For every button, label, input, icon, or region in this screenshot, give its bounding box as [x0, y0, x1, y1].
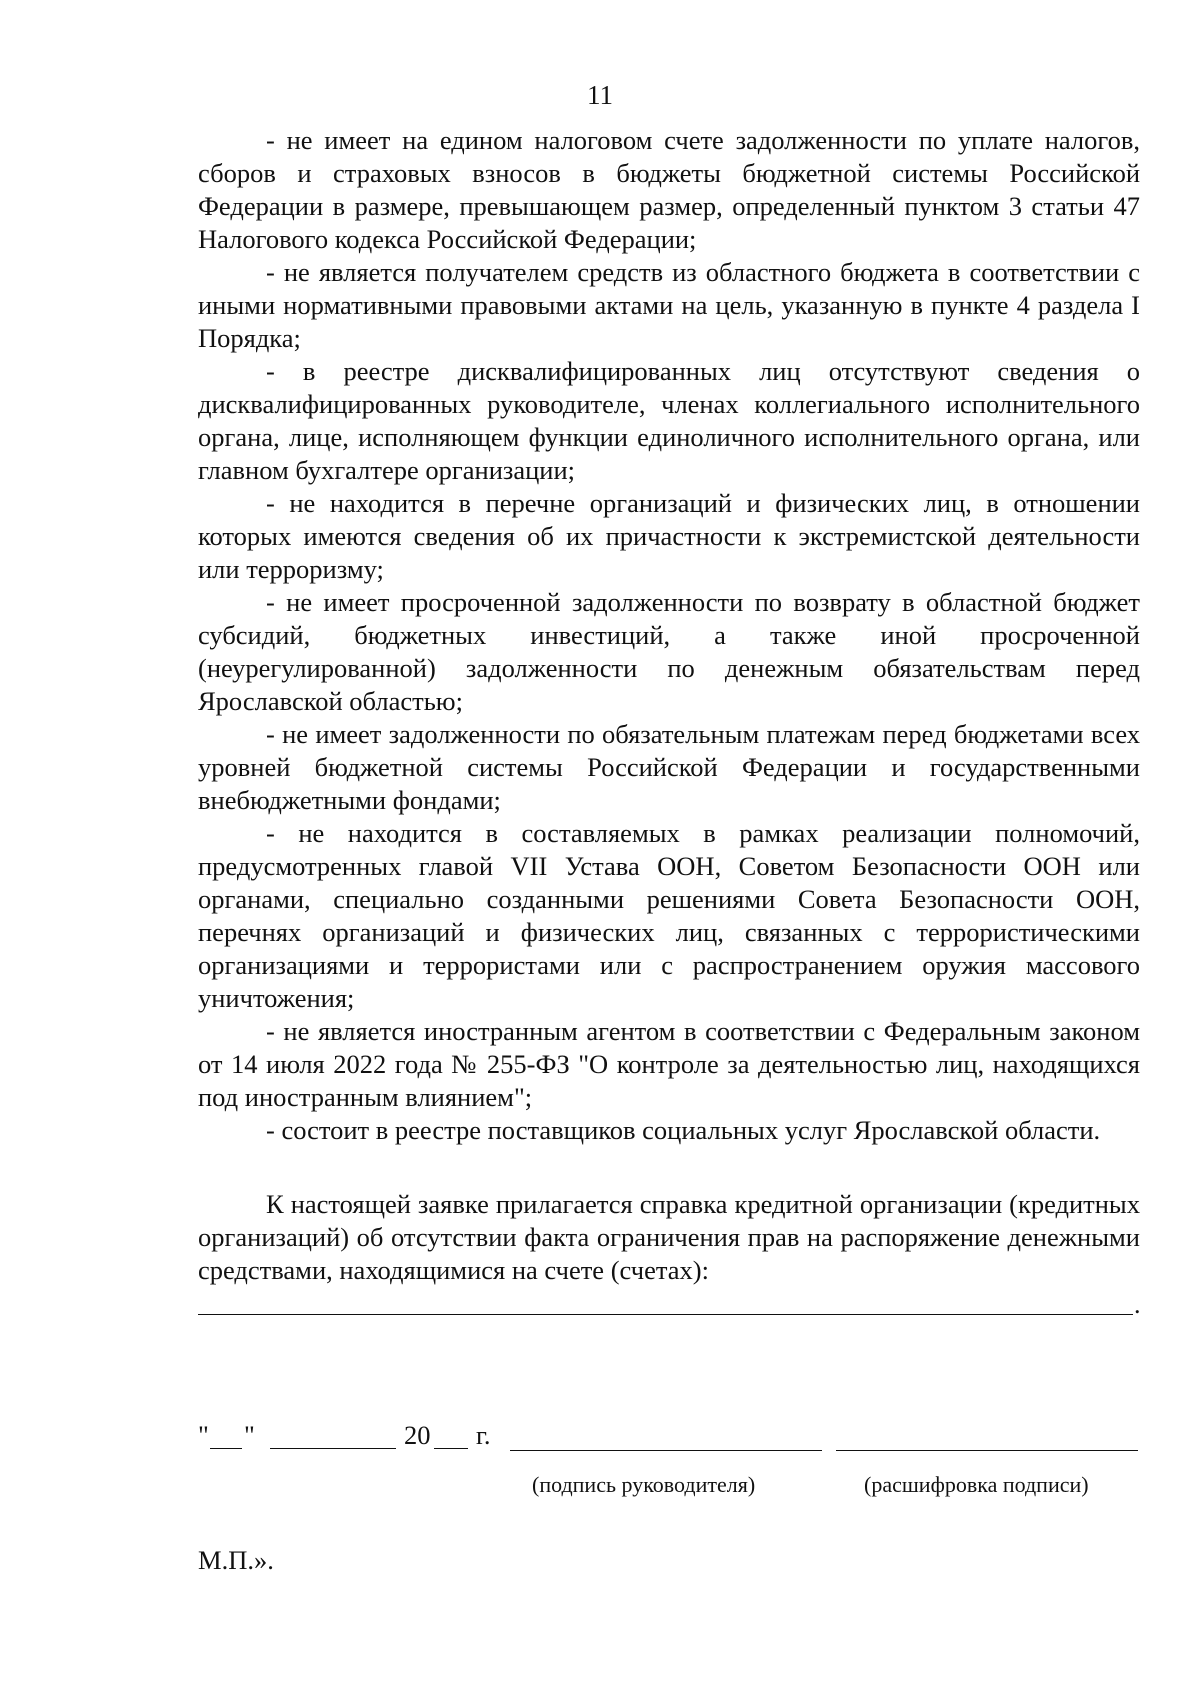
requirements-list: [198, 124, 1140, 1147]
requirement-item: - не имеет на едином налоговом счете задолженности по уплате налогов, сборов и страховых взносов в бюджеты бюджетной системы Российской Федерации в размере, превышающем размер, определенный пунктом 3 статьи 47 Налогового кодекса Российской Федерации;: [198, 125, 1140, 254]
year-prefix: 20: [404, 1420, 431, 1450]
requirement-item: - не имеет задолженности по обязательным платежам перед бюджетами всех уровней бюджетной системы Российской Федерации и государственными внебюджетными фондами;: [198, 719, 1140, 815]
attachment-section: [198, 1188, 1140, 1287]
requirement-item: - в реестре дисквалифицированных лиц отсутствуют сведения о дисквалифицированных руководителе, членах коллегиального исполнительного органа, лице, исполняющем функции единоличного исполнительного органа, или главном бухгалтере организации;: [198, 356, 1140, 485]
account-blank-line: [198, 1314, 1133, 1315]
requirement-item: - не находится в перечне организаций и физических лиц, в отношении которых имеются сведения об их причастности к экстремистской деятельности или терроризму;: [198, 488, 1140, 584]
stamp-place-label: М.П.».: [198, 1545, 274, 1575]
date-quote-close: ": [244, 1420, 255, 1450]
page-number: 11: [587, 80, 613, 110]
head-signature-blank: [510, 1450, 822, 1451]
month-blank: [270, 1448, 396, 1449]
attachment-paragraph: К настоящей заявке прилагается справка кредитной организации (кредитных организаций) об отсутствии факта ограничения прав на распоряжение денежными средствами, находящимися на счете (счетах):: [198, 1189, 1140, 1285]
date-quote-open: ": [198, 1420, 209, 1450]
day-blank: [210, 1448, 242, 1449]
requirement-item: - состоит в реестре поставщиков социальных услуг Ярославской области.: [266, 1115, 1101, 1145]
requirement-item: - не является иностранным агентом в соответствии с Федеральным законом от 14 июля 2022 года № 255-ФЗ "О контроле за деятельностью лиц, находящихся под иностранным влиянием";: [198, 1016, 1140, 1112]
signature-decoding-caption: (расшифровка подписи): [864, 1472, 1089, 1497]
signature-row: [198, 1420, 1138, 1460]
account-line-end: .: [1134, 1290, 1141, 1319]
requirement-item: - не является получателем средств из областного бюджета в соответствии с иными нормативными правовыми актами на цель, указанную в пункте 4 раздела I Порядка;: [198, 257, 1140, 353]
year-blank: [434, 1448, 468, 1449]
signature-decoding-blank: [836, 1450, 1138, 1451]
head-signature-caption: (подпись руководителя): [532, 1472, 756, 1497]
year-suffix: г.: [476, 1420, 491, 1450]
requirement-item: - не находится в составляемых в рамках реализации полномочий, предусмотренных главой VII Устава ООН, Советом Безопасности ООН или органами, специально созданными решениями Совета Безопасности ООН, перечнях организаций и физических лиц, связанных с террористическими организациями и террористами или с распространением оружия массового уничтожения;: [198, 818, 1140, 1013]
requirement-item: - не имеет просроченной задолженности по возврату в областной бюджет субсидий, бюджетных инвестиций, а также иной просроченной (неурегулированной) задолженности по денежным обязательствам перед Ярославской областью;: [198, 587, 1140, 716]
